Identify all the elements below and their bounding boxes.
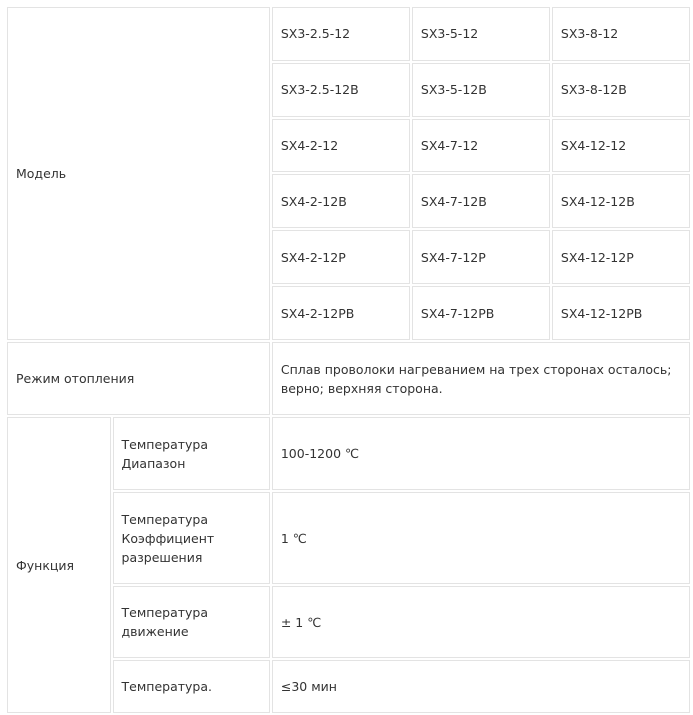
- model-cell: SX3-5-12B: [412, 63, 550, 117]
- model-cell: SX3-2.5-12B: [272, 63, 410, 117]
- function-param-value: 100-1200 ℃: [272, 417, 690, 490]
- model-cell: SX4-2-12: [272, 119, 410, 173]
- model-cell: SX3-8-12: [552, 7, 690, 61]
- function-param-line: Коэффициент: [121, 530, 215, 546]
- model-cell: SX4-2-12PB: [272, 286, 410, 340]
- table-row: [7, 7, 690, 61]
- model-cell: SX4-2-12B: [272, 174, 410, 228]
- function-param-line: движение: [121, 624, 189, 639]
- function-param-name: [113, 660, 270, 713]
- heating-value-line: верно; верхняя сторона.: [280, 380, 443, 396]
- model-cell: SX4-12-12PB: [552, 286, 690, 340]
- model-cell: SX4-7-12B: [412, 174, 550, 228]
- function-param-line: Температура.: [121, 679, 212, 694]
- function-param-value: ± 1 ℃: [272, 586, 690, 658]
- function-param-line: разрешения: [121, 549, 203, 565]
- function-param-line: Диапазон: [121, 455, 186, 471]
- model-cell: SX4-12-12B: [552, 174, 690, 228]
- heating-value: [272, 342, 690, 415]
- function-param-name: [113, 417, 270, 490]
- function-param-line: Температура: [121, 436, 209, 452]
- model-cell: SX3-2.5-12: [272, 7, 410, 61]
- model-cell: SX4-7-12P: [412, 230, 550, 284]
- function-label: Функция: [7, 417, 111, 713]
- model-cell: SX4-7-12: [412, 119, 550, 173]
- function-param-name: [113, 586, 270, 658]
- model-cell: SX4-2-12P: [272, 230, 410, 284]
- table-row: [7, 417, 690, 490]
- model-cell: SX3-8-12B: [552, 63, 690, 117]
- heating-value-line: Сплав проволоки нагреванием на трех сторонах осталось;: [280, 361, 672, 377]
- model-cell: SX4-7-12PB: [412, 286, 550, 340]
- spec-table: [5, 5, 692, 715]
- model-cell: SX3-5-12: [412, 7, 550, 61]
- function-param-line: Температура: [121, 511, 209, 527]
- heating-label: Режим отопления: [7, 342, 270, 415]
- model-cell: SX4-12-12: [552, 119, 690, 173]
- function-param-line: Температура: [121, 605, 209, 620]
- function-param-name: [113, 492, 270, 584]
- table-row: [7, 342, 690, 415]
- function-param-value: ≤30 мин: [272, 660, 690, 713]
- model-label: Модель: [7, 7, 270, 340]
- function-param-value: 1 ℃: [272, 492, 690, 584]
- model-cell: SX4-12-12P: [552, 230, 690, 284]
